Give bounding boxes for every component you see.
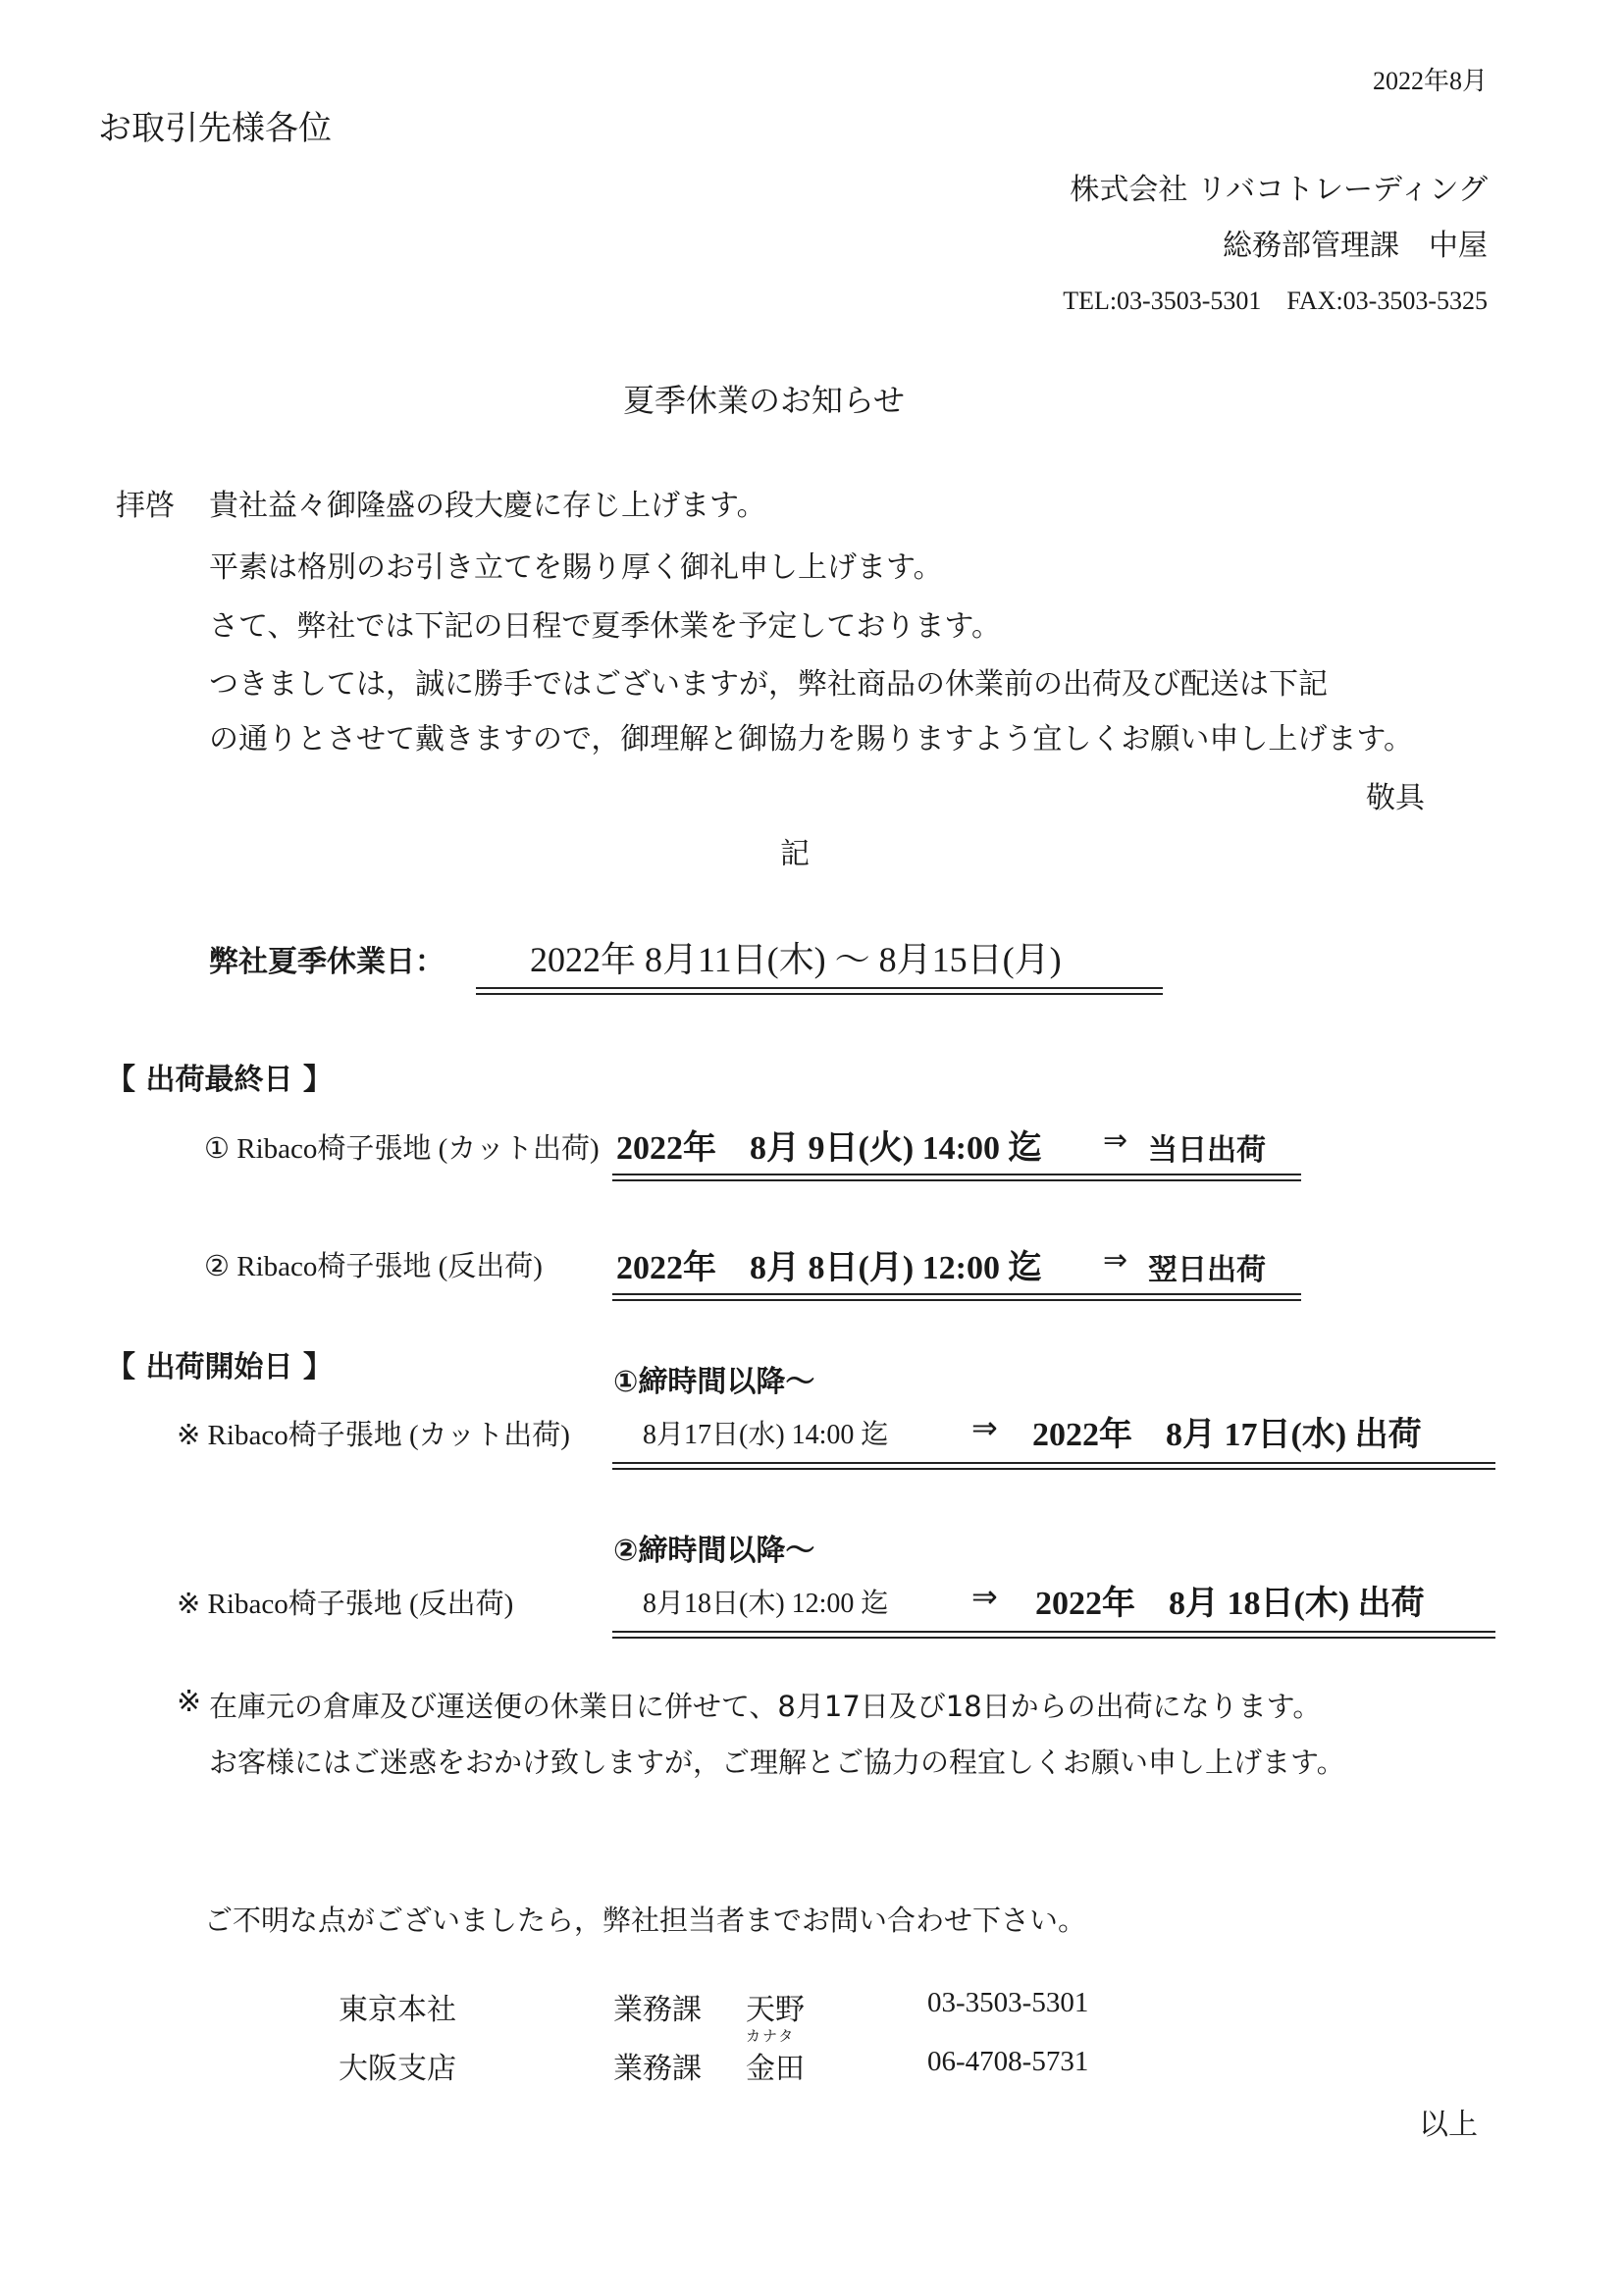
body-line: 平素は格別のお引き立てを賜り厚く御礼申し上げます。	[209, 550, 943, 585]
final-row-label: ① Ribaco椅子張地 (カット出荷)	[204, 1133, 600, 1165]
recipient: お取引先様各位	[98, 109, 332, 148]
notice-line-2: お客様にはご迷惑をおかけ致しますが，ご理解とご協力の程宜しくお願い申し上げます。	[209, 1746, 1345, 1779]
final-row-date: 2022年 8月 8日(月) 12:00 迄	[616, 1250, 1042, 1286]
body-line: の通りとさせて戴きますので，御理解と御協力を賜りますよう宜しくお願い申し上げます。	[209, 722, 1413, 757]
start-shipping-heading: 【 出荷開始日 】	[106, 1350, 333, 1384]
final-row-underline	[612, 1174, 1301, 1181]
start-row-note: ①締時間以降～	[613, 1365, 815, 1399]
sender-contact: TEL:03-3503-5301 FAX:03-3503-5325	[1063, 287, 1488, 315]
start-row-result: 2022年 8月 18日(木) 出荷	[1035, 1586, 1425, 1622]
start-row-cutoff: 8月18日(木) 12:00 迄	[643, 1589, 889, 1619]
end-mark: 以上	[1419, 2108, 1478, 2142]
contact-phone: 06-4708-5731	[927, 2046, 1089, 2077]
start-row-underline	[612, 1631, 1495, 1639]
start-row-note: ②締時間以降～	[613, 1534, 815, 1568]
final-row-result: 当日出荷	[1148, 1133, 1266, 1168]
holiday-value: 2022年 8月11日(木) 〜 8月15日(月)	[530, 940, 1062, 979]
ki-label: 記	[780, 837, 810, 871]
contact-dept: 業務課	[613, 2052, 702, 2086]
start-row-result: 2022年 8月 17日(水) 出荷	[1032, 1417, 1422, 1453]
notice-mark: ※	[177, 1685, 202, 1719]
holiday-label: 弊社夏季休業日：	[209, 945, 445, 979]
closing: 敬具	[1366, 781, 1425, 815]
contact-office: 東京本社	[339, 1993, 456, 2027]
contact-name: 天野	[746, 1993, 805, 2027]
sender-dept: 総務部管理課 中屋	[1223, 229, 1488, 263]
start-row-arrow: ⇒	[971, 1578, 998, 1615]
start-row-label: ※ Ribaco椅子張地 (反出荷)	[177, 1589, 514, 1620]
final-row-date: 2022年 8月 9日(火) 14:00 迄	[616, 1130, 1042, 1167]
final-row-arrow: ⇒	[1103, 1243, 1128, 1278]
greeting-head: 拝啓	[116, 489, 175, 523]
contact-name: 金田	[746, 2052, 805, 2086]
start-row-cutoff: 8月17日(水) 14:00 迄	[643, 1420, 889, 1450]
contact-phone: 03-3503-5301	[927, 1987, 1089, 2018]
contact-ruby: カナタ	[746, 2027, 796, 2045]
start-row-arrow: ⇒	[971, 1409, 998, 1446]
final-row-label: ② Ribaco椅子張地 (反出荷)	[204, 1251, 543, 1282]
body-line: つきましては，誠に勝手ではございますが，弊社商品の休業前の出荷及び配送は下記	[209, 667, 1328, 702]
document-title: 夏季休業のお知らせ	[623, 382, 906, 419]
final-row-result: 翌日出荷	[1148, 1253, 1266, 1287]
contact-office: 大阪支店	[339, 2052, 456, 2086]
body-line: さて、弊社では下記の日程で夏季休業を予定しております。	[209, 609, 1001, 644]
document-date: 2022年8月	[1372, 67, 1488, 95]
start-row-underline	[612, 1462, 1495, 1470]
inquiry-text: ご不明な点がございましたら，弊社担当者までお問い合わせ下さい。	[204, 1904, 1087, 1937]
final-row-underline	[612, 1293, 1301, 1301]
body-line: 貴社益々御隆盛の段大慶に存じ上げます。	[209, 489, 766, 523]
notice-line-1: 在庫元の倉庫及び運送便の休業日に併せて、8月17日及び18日からの出荷になります。	[209, 1690, 1322, 1723]
start-row-label: ※ Ribaco椅子張地 (カット出荷)	[177, 1420, 570, 1451]
sender-company: 株式会社 リバコトレーディング	[1070, 173, 1488, 207]
contact-dept: 業務課	[613, 1993, 702, 2027]
holiday-underline	[476, 987, 1163, 995]
final-shipping-heading: 【 出荷最終日 】	[106, 1063, 333, 1097]
final-row-arrow: ⇒	[1103, 1123, 1128, 1158]
